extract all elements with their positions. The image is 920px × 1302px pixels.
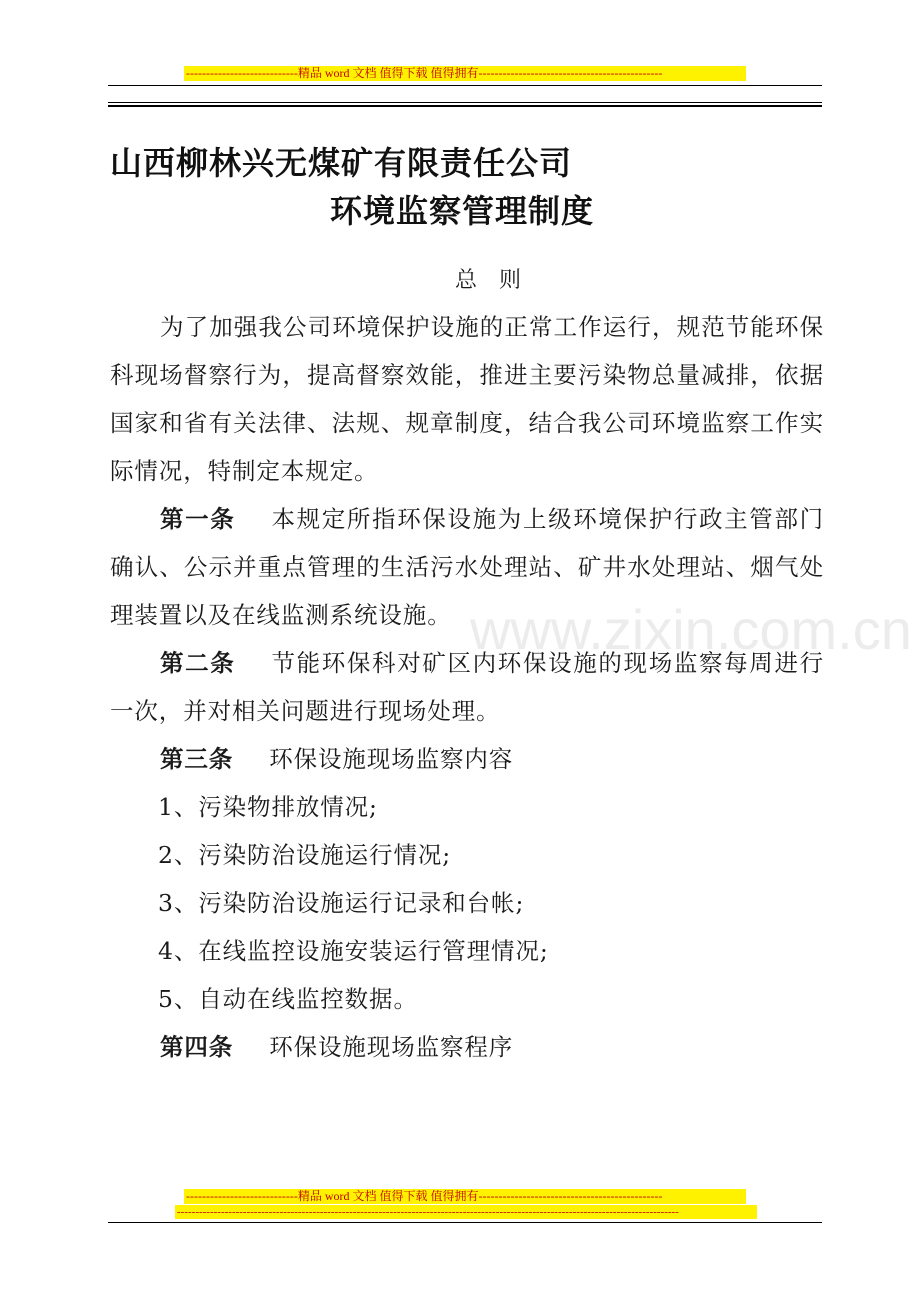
article-text: 环保设施现场监察程序 [269, 1033, 514, 1061]
list-item: 2、污染防治设施运行情况; [158, 841, 452, 869]
header-banner: ----------------------------精品 word 文档 值得下载 值得拥有---------------------------------------------- [184, 66, 746, 81]
list-item: 4、在线监控设施安装运行管理情况; [158, 937, 549, 965]
article-text: 本规定所指环保设施为上级环境保护行政主管部门确认、公示并重点管理的生活污水处理站、矿井水处理站、烟气处理装置以及在线监测系统设施。 [110, 505, 824, 629]
footer-dash-banner: ----------------------------------------------------------------------------------------------------------------------------------------- [175, 1205, 757, 1219]
list-item: 5、自动在线监控数据。 [158, 985, 418, 1013]
article-3 [110, 735, 824, 783]
section-heading: 总则 [455, 268, 544, 293]
article-label: 第三条 [160, 745, 234, 773]
watermark: www.zixin.com.cn [470, 598, 912, 661]
list-item: 1、污染物排放情况; [158, 793, 378, 821]
article-text: 节能环保科对矿区内环保设施的现场监察每周进行一次，并对相关问题进行现场处理。 [110, 649, 824, 725]
header-double-rule-bottom [108, 105, 822, 107]
article-2 [110, 639, 824, 735]
header-double-rule-top [108, 102, 822, 103]
article-1 [110, 495, 824, 639]
article-label: 第四条 [160, 1033, 234, 1061]
article-4 [110, 1023, 824, 1071]
article-label: 第二条 [160, 649, 236, 677]
document-body [110, 303, 824, 1071]
footer-rule [108, 1222, 822, 1223]
header-rule [108, 85, 822, 86]
document-title-company: 山西柳林兴无煤矿有限责任公司 [110, 144, 573, 182]
document-title-regulation: 环境监察管理制度 [330, 192, 595, 230]
article-label: 第一条 [160, 505, 236, 533]
footer-banner: ----------------------------精品 word 文档 值得下载 值得拥有---------------------------------------------- [184, 1189, 746, 1204]
preamble-paragraph: 为了加强我公司环境保护设施的正常工作运行，规范节能环保科现场督察行为，提高督察效能，推进主要污染物总量减排，依据国家和省有关法律、法规、规章制度，结合我公司环境监察工作实际情况，特制定本规定。 [110, 313, 824, 485]
article-text: 环保设施现场监察内容 [269, 745, 514, 773]
list-item: 3、污染防治设施运行记录和台帐; [158, 889, 525, 917]
